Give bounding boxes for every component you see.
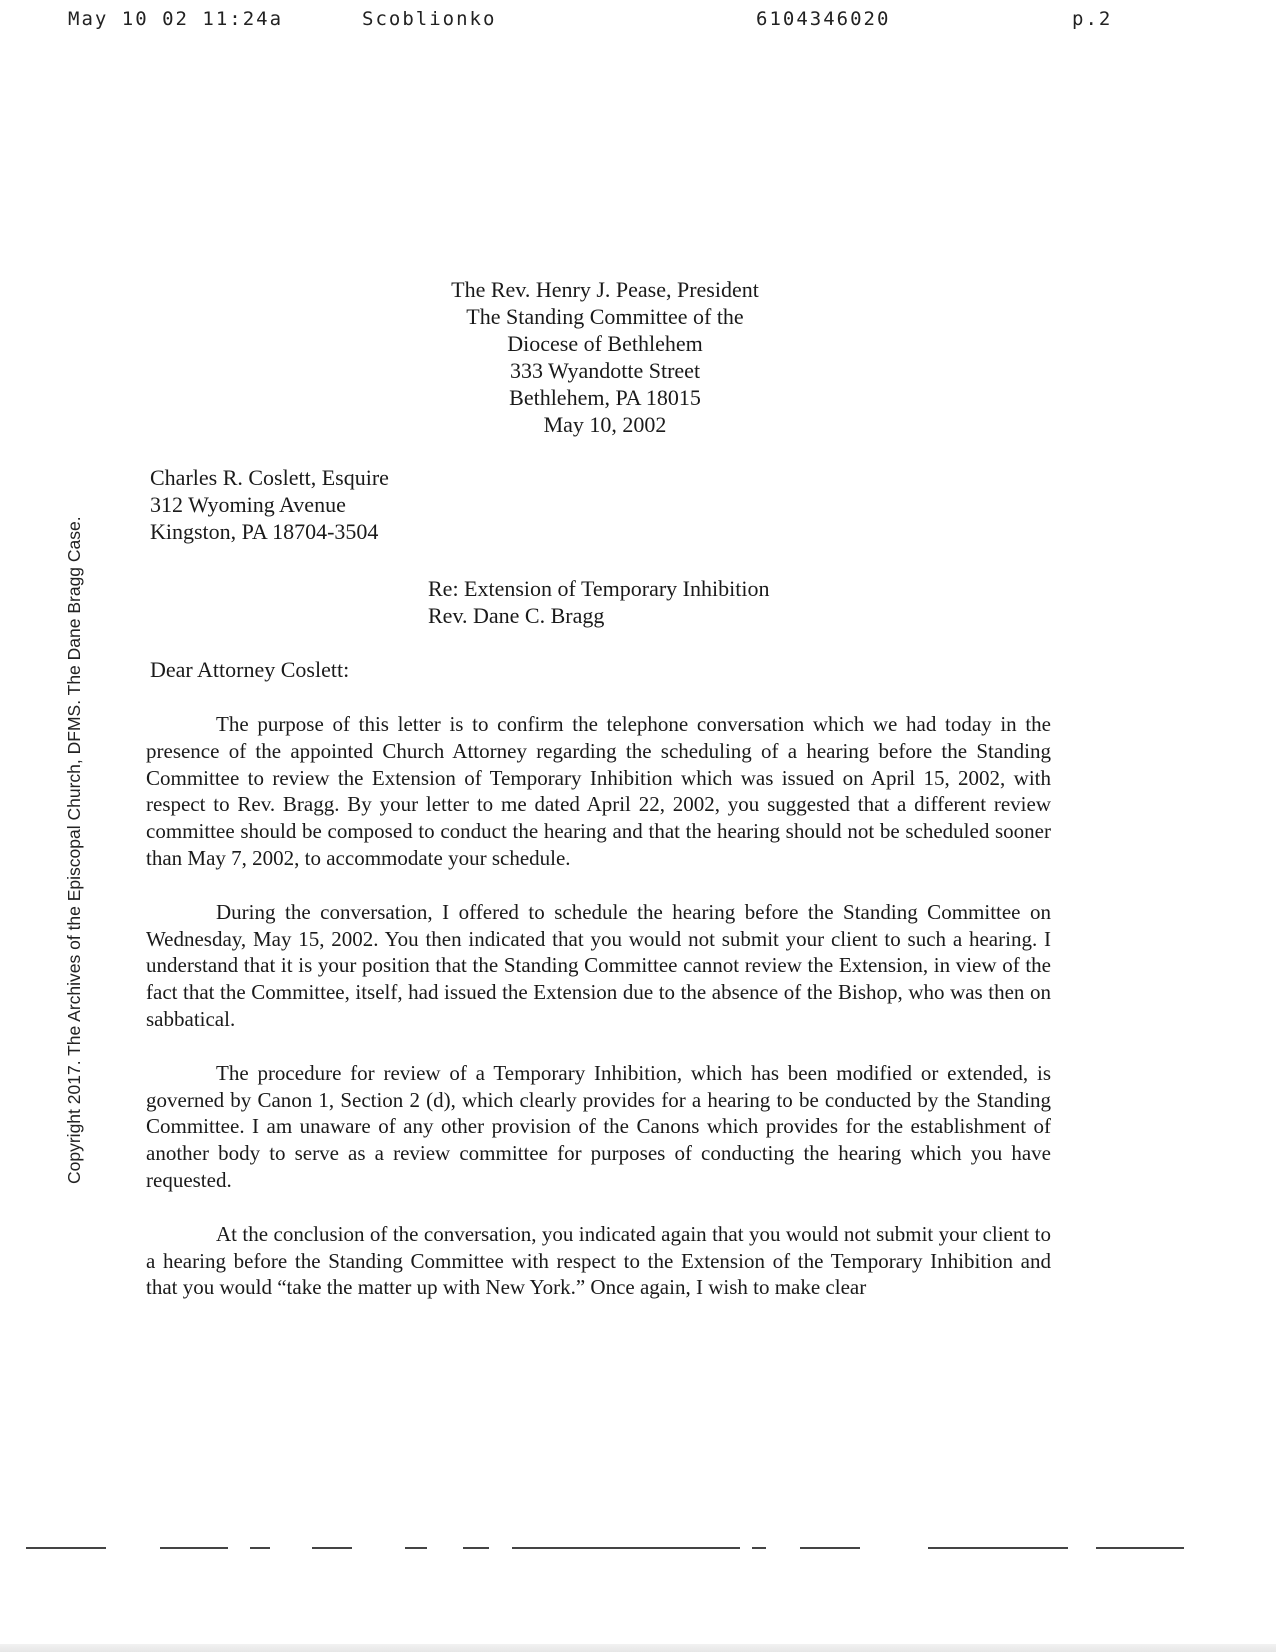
scan-edge: [0, 1644, 1276, 1652]
fax-header: [0, 8, 1276, 38]
letter-body: [146, 711, 1051, 1328]
body-paragraph-4: At the conclusion of the conversation, you indicated again that you would not submit your client to a hearing before the Standing Committee with respect to the Extension of the Temporary Inhibition and that you would “take the matter up with New York.” Once again, I wish to make clear: [146, 1221, 1051, 1300]
subject-line: [428, 575, 769, 629]
letterhead: [400, 276, 810, 438]
sender-name: The Rev. Henry J. Pease, President: [451, 277, 759, 302]
recipient-city: Kingston, PA 18704-3504: [150, 519, 379, 544]
recipient-name: Charles R. Coslett, Esquire: [150, 465, 389, 490]
body-paragraph-1: The purpose of this letter is to confirm the telephone conversation which we had today in the presence of the appointed Church Attorney regarding the scheduling of a hearing before the Standing Committee to review the Extension of Temporary Inhibition which was issued on April 15, 2002, with respect to Rev. Bragg. By your letter to me dated April 22, 2002, you suggested that a different review committee should be composed to conduct the hearing and that the hearing should not be scheduled sooner than May 7, 2002, to accommodate your schedule.: [146, 712, 1051, 870]
recipient-address: [150, 464, 389, 545]
copyright-notice: Copyright 2017. The Archives of the Episcopal Church, DFMS. The Dane Bragg Case.: [64, 516, 84, 1184]
body-paragraph-3: The procedure for review of a Temporary Inhibition, which has been modified or extended, is governed by Canon 1, Section 2 (d), which clearly provides for a hearing to be conducted by the Standing Committee. I am unaware of any other provision of the Canons which provides for the establishment of another body to serve as a review committee for purposes of conducting the hearing which you have requested.: [146, 1060, 1051, 1192]
fax-date-time: May 10 02 11:24a: [68, 8, 284, 30]
sender-street: 333 Wyandotte Street: [509, 358, 701, 383]
body-paragraph-2: During the conversation, I offered to schedule the hearing before the Standing Committee on Wednesday, May 15, 2002. You then indicated that you would not submit your client to such a hearing. I understand that it is your position that the Standing Committee cannot review the Extension, in view of the fact that the Committee, itself, had issued the Extension due to the absence of the Bishop, who was then on sabbatical.: [146, 899, 1051, 1031]
fax-bottom-lines: [0, 1547, 1276, 1553]
subject-line-1: Re: Extension of Temporary Inhibition: [428, 576, 770, 601]
fax-phone-number: 6104346020: [756, 8, 891, 30]
sender-org-line-1: The Standing Committee of the: [466, 304, 744, 329]
letter-date: May 10, 2002: [543, 412, 667, 437]
subject-line-2: Rev. Dane C. Bragg: [428, 603, 605, 628]
salutation: Dear Attorney Coslett:: [150, 657, 350, 682]
recipient-street: 312 Wyoming Avenue: [150, 492, 346, 517]
fax-sender: Scoblionko: [362, 8, 497, 30]
sender-org-line-2: Diocese of Bethlehem: [507, 331, 703, 356]
fax-page-number: p.2: [1072, 8, 1113, 30]
sender-city: Bethlehem, PA 18015: [509, 385, 701, 410]
